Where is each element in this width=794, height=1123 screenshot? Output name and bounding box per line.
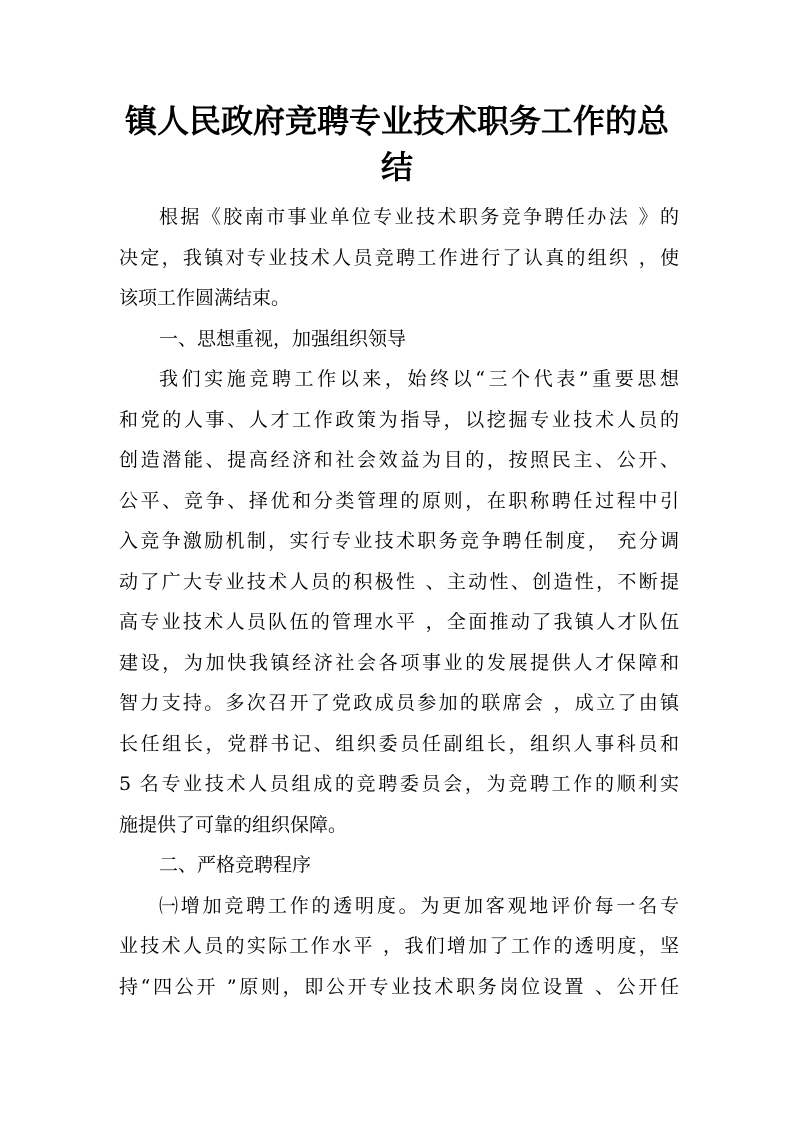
body-text-line: 我们实施竞聘工作以来，始终以“三个代表”重要思想 xyxy=(159,368,679,390)
body-text-line: 入竞争激励机制，实行专业技术职务竞争聘任制度， 充分调 xyxy=(119,530,679,552)
body-text-line: 该项工作圆满结束。 xyxy=(119,287,291,309)
title-line-2: 结 xyxy=(380,148,413,186)
body-text-line: 创造潜能、提高经济和社会效益为目的，按照民主、公开、 xyxy=(119,449,679,471)
body-text-line: 持“四公开 ”原则，即公开专业技术职务岗位设置 、公开任 xyxy=(119,975,679,998)
body-text-line: 和党的人事、人才工作政策为指导，以挖掘专业技术人员的 xyxy=(119,408,679,431)
body-text-line: 智力支持。多次召开了党政成员参加的联席会 ，成立了由镇 xyxy=(119,692,679,714)
title-line-1: 镇人民政府竞聘专业技术职务工作的总 xyxy=(124,102,669,140)
body-text-line: 建设，为加快我镇经济社会各项事业的发展提供人才保障和 xyxy=(119,651,679,674)
body-text-line: 高专业技术人员队伍的管理水平 ，全面推动了我镇人才队伍 xyxy=(119,611,679,633)
body-text-line: 长任组长，党群书记、组织委员任副组长，组织人事科员和 xyxy=(119,732,679,755)
body-text-line: 动了广大专业技术人员的积极性 、主动性、创造性，不断提 xyxy=(119,570,679,593)
document-body xyxy=(119,197,679,1007)
body-text-line: 施提供了可靠的组织保障。 xyxy=(119,813,348,836)
body-text-line: 公平、竞争、择优和分类管理的原则，在职称聘任过程中引 xyxy=(119,489,679,512)
body-text-line: 二、严格竞聘程序 xyxy=(159,854,312,876)
document-title xyxy=(100,98,694,190)
body-text-line: 决定，我镇对专业技术人员竞聘工作进行了认真的组织 ，使 xyxy=(119,246,679,269)
body-text-line: 一、思想重视，加强组织领导 xyxy=(159,327,407,350)
body-text-line: 根据《胶南市事业单位专业技术职务竞争聘任办法 》的 xyxy=(159,206,679,228)
body-text-line: 5 名专业技术人员组成的竞聘委员会，为竞聘工作的顺利实 xyxy=(119,773,679,795)
body-text-line: ㈠增加竞聘工作的透明度。为更加客观地评价每一名专 xyxy=(159,894,679,917)
body-text-line: 业技术人员的实际工作水平 ，我们增加了工作的透明度，坚 xyxy=(119,935,679,957)
